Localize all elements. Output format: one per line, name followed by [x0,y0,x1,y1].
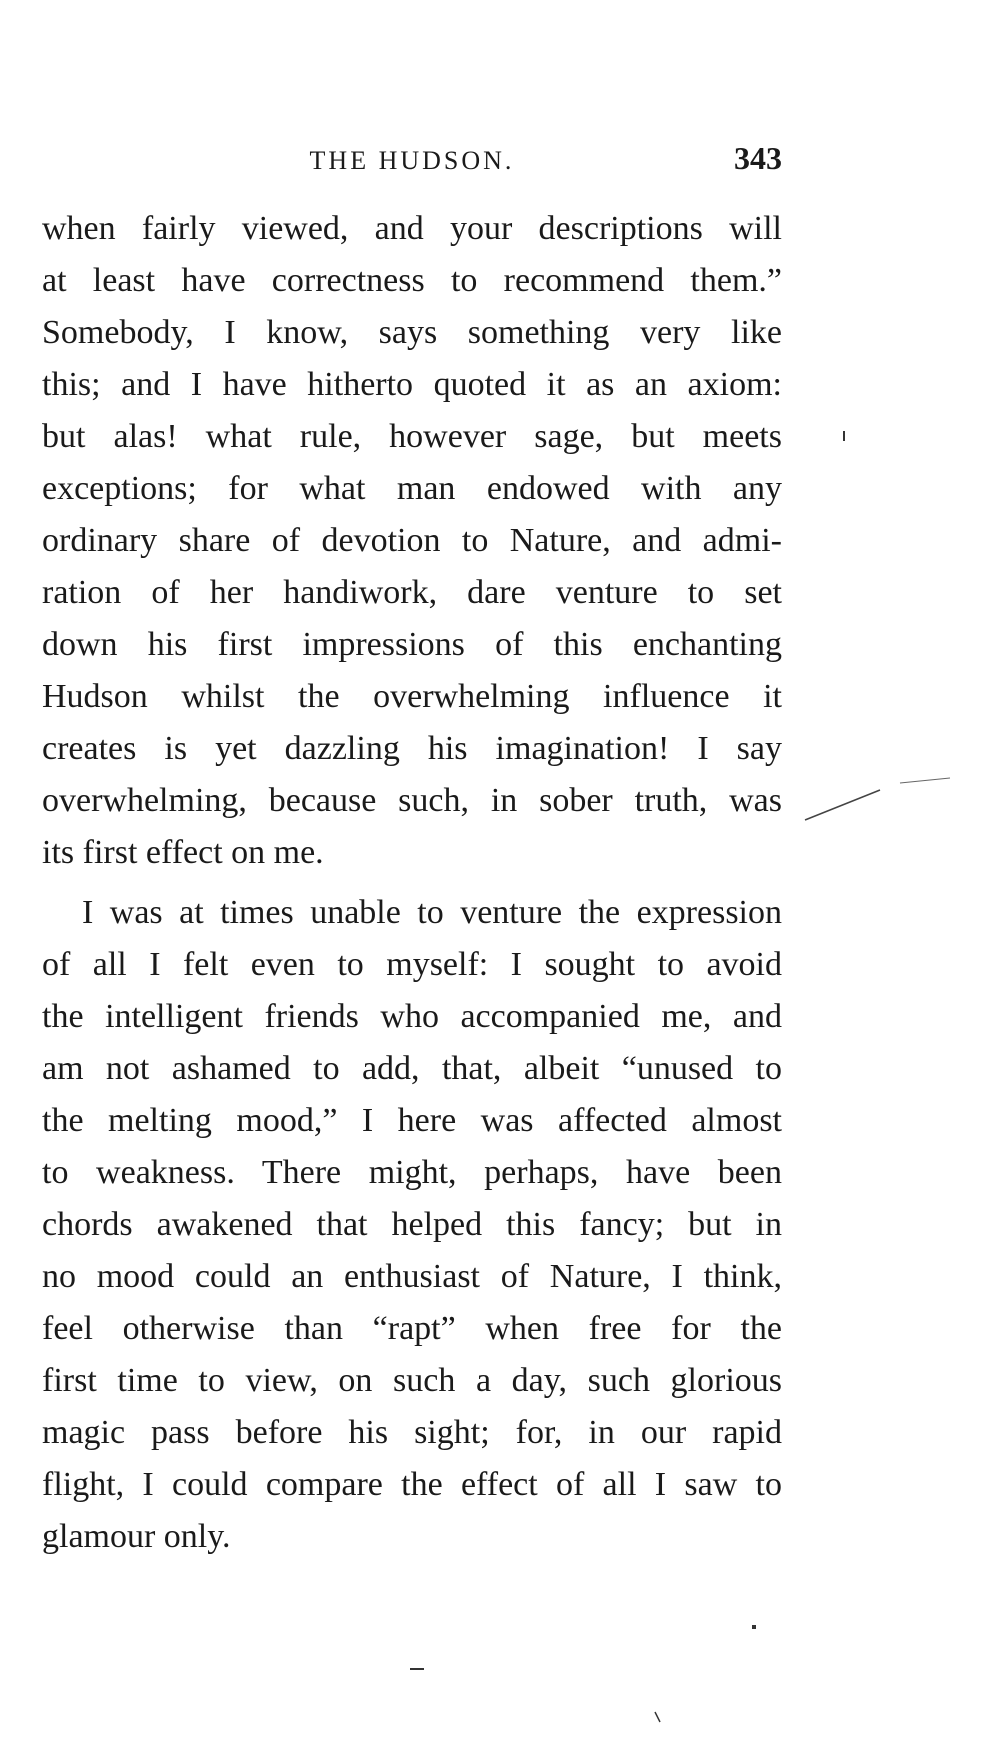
text-line: overwhelming, because such, in sober truth, was [42,782,782,819]
text-line: of all I felt even to myself: I sought to avoid [42,946,782,983]
text-line: when fairly viewed, and your descriptions will [42,210,782,247]
text-line: no mood could an enthusiast of Nature, I think, [42,1258,782,1295]
text-line: magic pass before his sight; for, in our rapid [42,1414,782,1451]
running-title: THE HUDSON. [309,146,515,175]
text-line: creates is yet dazzling his imagination! I say [42,730,782,767]
margin-stroke [805,790,880,820]
text-line: Hudson whilst the overwhelming influence it [42,678,782,715]
text-line: glamour only. [42,1518,231,1555]
body-text [42,203,782,1563]
text-line: ordinary share of devotion to Nature, and admi- [42,522,782,559]
running-head [42,140,782,180]
paragraph-1 [42,203,782,879]
text-line: am not ashamed to add, that, albeit “unused to [42,1050,782,1087]
text-line: I was at times unable to venture the expression [82,894,782,931]
margin-stroke [900,778,950,783]
text-line: first time to view, on such a day, such glorious [42,1362,782,1399]
text-line: but alas! what rule, however sage, but meets [42,418,782,455]
page-speck [655,1712,660,1722]
text-line: flight, I could compare the effect of all I saw to [42,1466,782,1503]
margin-dot [843,431,845,441]
text-line: feel otherwise than “rapt” when free for the [42,1310,782,1347]
text-line: the intelligent friends who accompanied me, and [42,998,782,1035]
text-line: ration of her handiwork, dare venture to set [42,574,782,611]
paragraph-gap [42,879,782,887]
page-speck [752,1625,756,1629]
text-line: down his first impressions of this enchanting [42,626,782,663]
text-line: Somebody, I know, says something very like [42,314,782,351]
page-number: 343 [734,140,782,176]
paragraph-2 [42,887,782,1563]
text-line: the melting mood,” I here was affected almost [42,1102,782,1139]
text-line: to weakness. There might, perhaps, have been [42,1154,782,1191]
text-line: at least have correctness to recommend them.” [42,262,782,299]
text-line: this; and I have hitherto quoted it as an axiom: [42,366,782,403]
text-line: exceptions; for what man endowed with any [42,470,782,507]
page-speck [410,1668,424,1670]
text-line: chords awakened that helped this fancy; but in [42,1206,782,1243]
text-line: its first effect on me. [42,834,324,871]
